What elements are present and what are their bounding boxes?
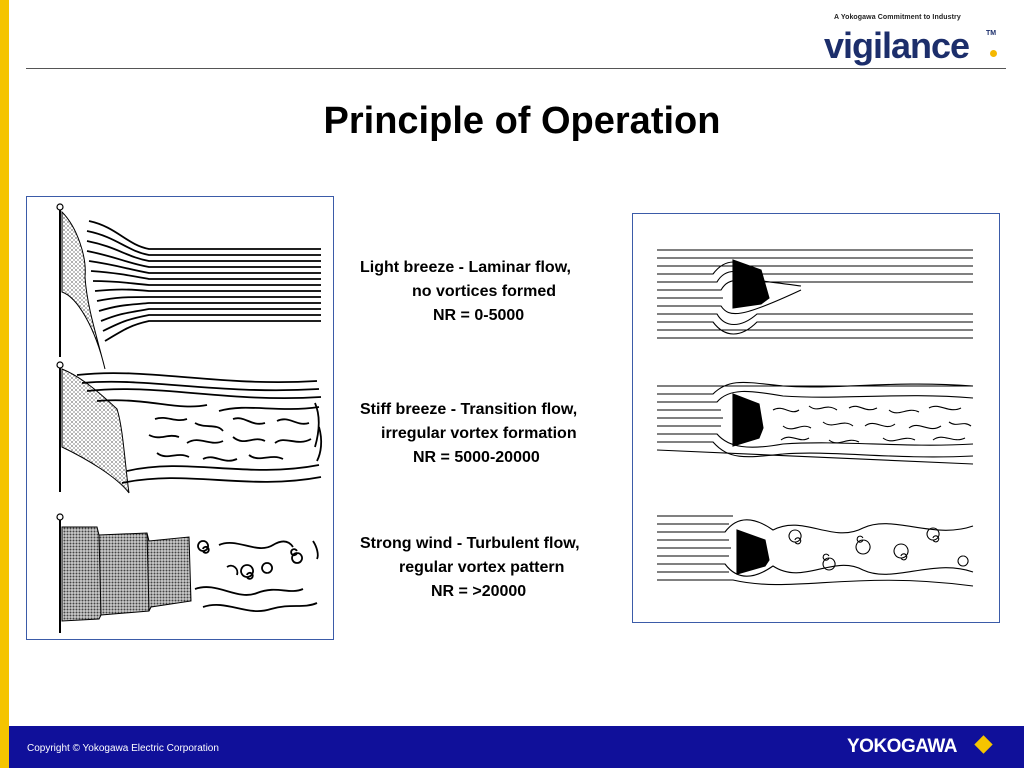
footer-bar bbox=[9, 726, 1024, 768]
caption-turbulent-nr: NR = >20000 bbox=[431, 583, 527, 600]
caption-turbulent-title: Strong wind - Turbulent flow, bbox=[360, 535, 580, 552]
caption-turbulent bbox=[360, 532, 580, 604]
slide-title: Principle of Operation bbox=[323, 100, 721, 142]
brand-wordmark: vigilance bbox=[824, 25, 970, 66]
flagpole-finial bbox=[57, 514, 63, 520]
flag-illustration-panel bbox=[26, 196, 334, 640]
bluff-body bbox=[737, 530, 769, 574]
header-divider bbox=[26, 68, 1006, 69]
caption-transition bbox=[360, 398, 577, 470]
caption-transition-nr: NR = 5000-20000 bbox=[413, 449, 540, 466]
bluff-body bbox=[733, 260, 769, 308]
caption-transition-desc: irregular vortex formation bbox=[381, 425, 577, 442]
waving-flag bbox=[62, 369, 129, 493]
bluff-body bbox=[733, 394, 763, 446]
flagpole-finial bbox=[57, 362, 63, 368]
yokogawa-logo: YOKOGAWA bbox=[847, 736, 958, 757]
vigilance-logo bbox=[822, 10, 1002, 66]
trademark-mark: TM bbox=[986, 30, 997, 37]
caption-transition-title: Stiff breeze - Transition flow, bbox=[360, 401, 578, 418]
flag-illustration bbox=[27, 197, 333, 639]
straight-flag bbox=[62, 527, 191, 621]
caption-laminar-title: Light breeze - Laminar flow, bbox=[360, 259, 571, 276]
brand-tagline: A Yokogawa Commitment to Industry bbox=[834, 14, 961, 21]
caption-turbulent-desc: regular vortex pattern bbox=[399, 559, 565, 576]
copyright-text: Copyright © Yokogawa Electric Corporation bbox=[27, 743, 219, 754]
flagpole-finial bbox=[57, 204, 63, 210]
bluff-body-illustration-panel bbox=[632, 213, 1000, 623]
bluff-body-illustration bbox=[633, 214, 999, 622]
caption-laminar-desc: no vortices formed bbox=[412, 283, 557, 300]
brand-dot bbox=[990, 50, 997, 57]
caption-laminar-nr: NR = 0-5000 bbox=[433, 307, 525, 324]
caption-laminar bbox=[360, 256, 571, 328]
yokogawa-diamond-icon bbox=[974, 735, 992, 753]
